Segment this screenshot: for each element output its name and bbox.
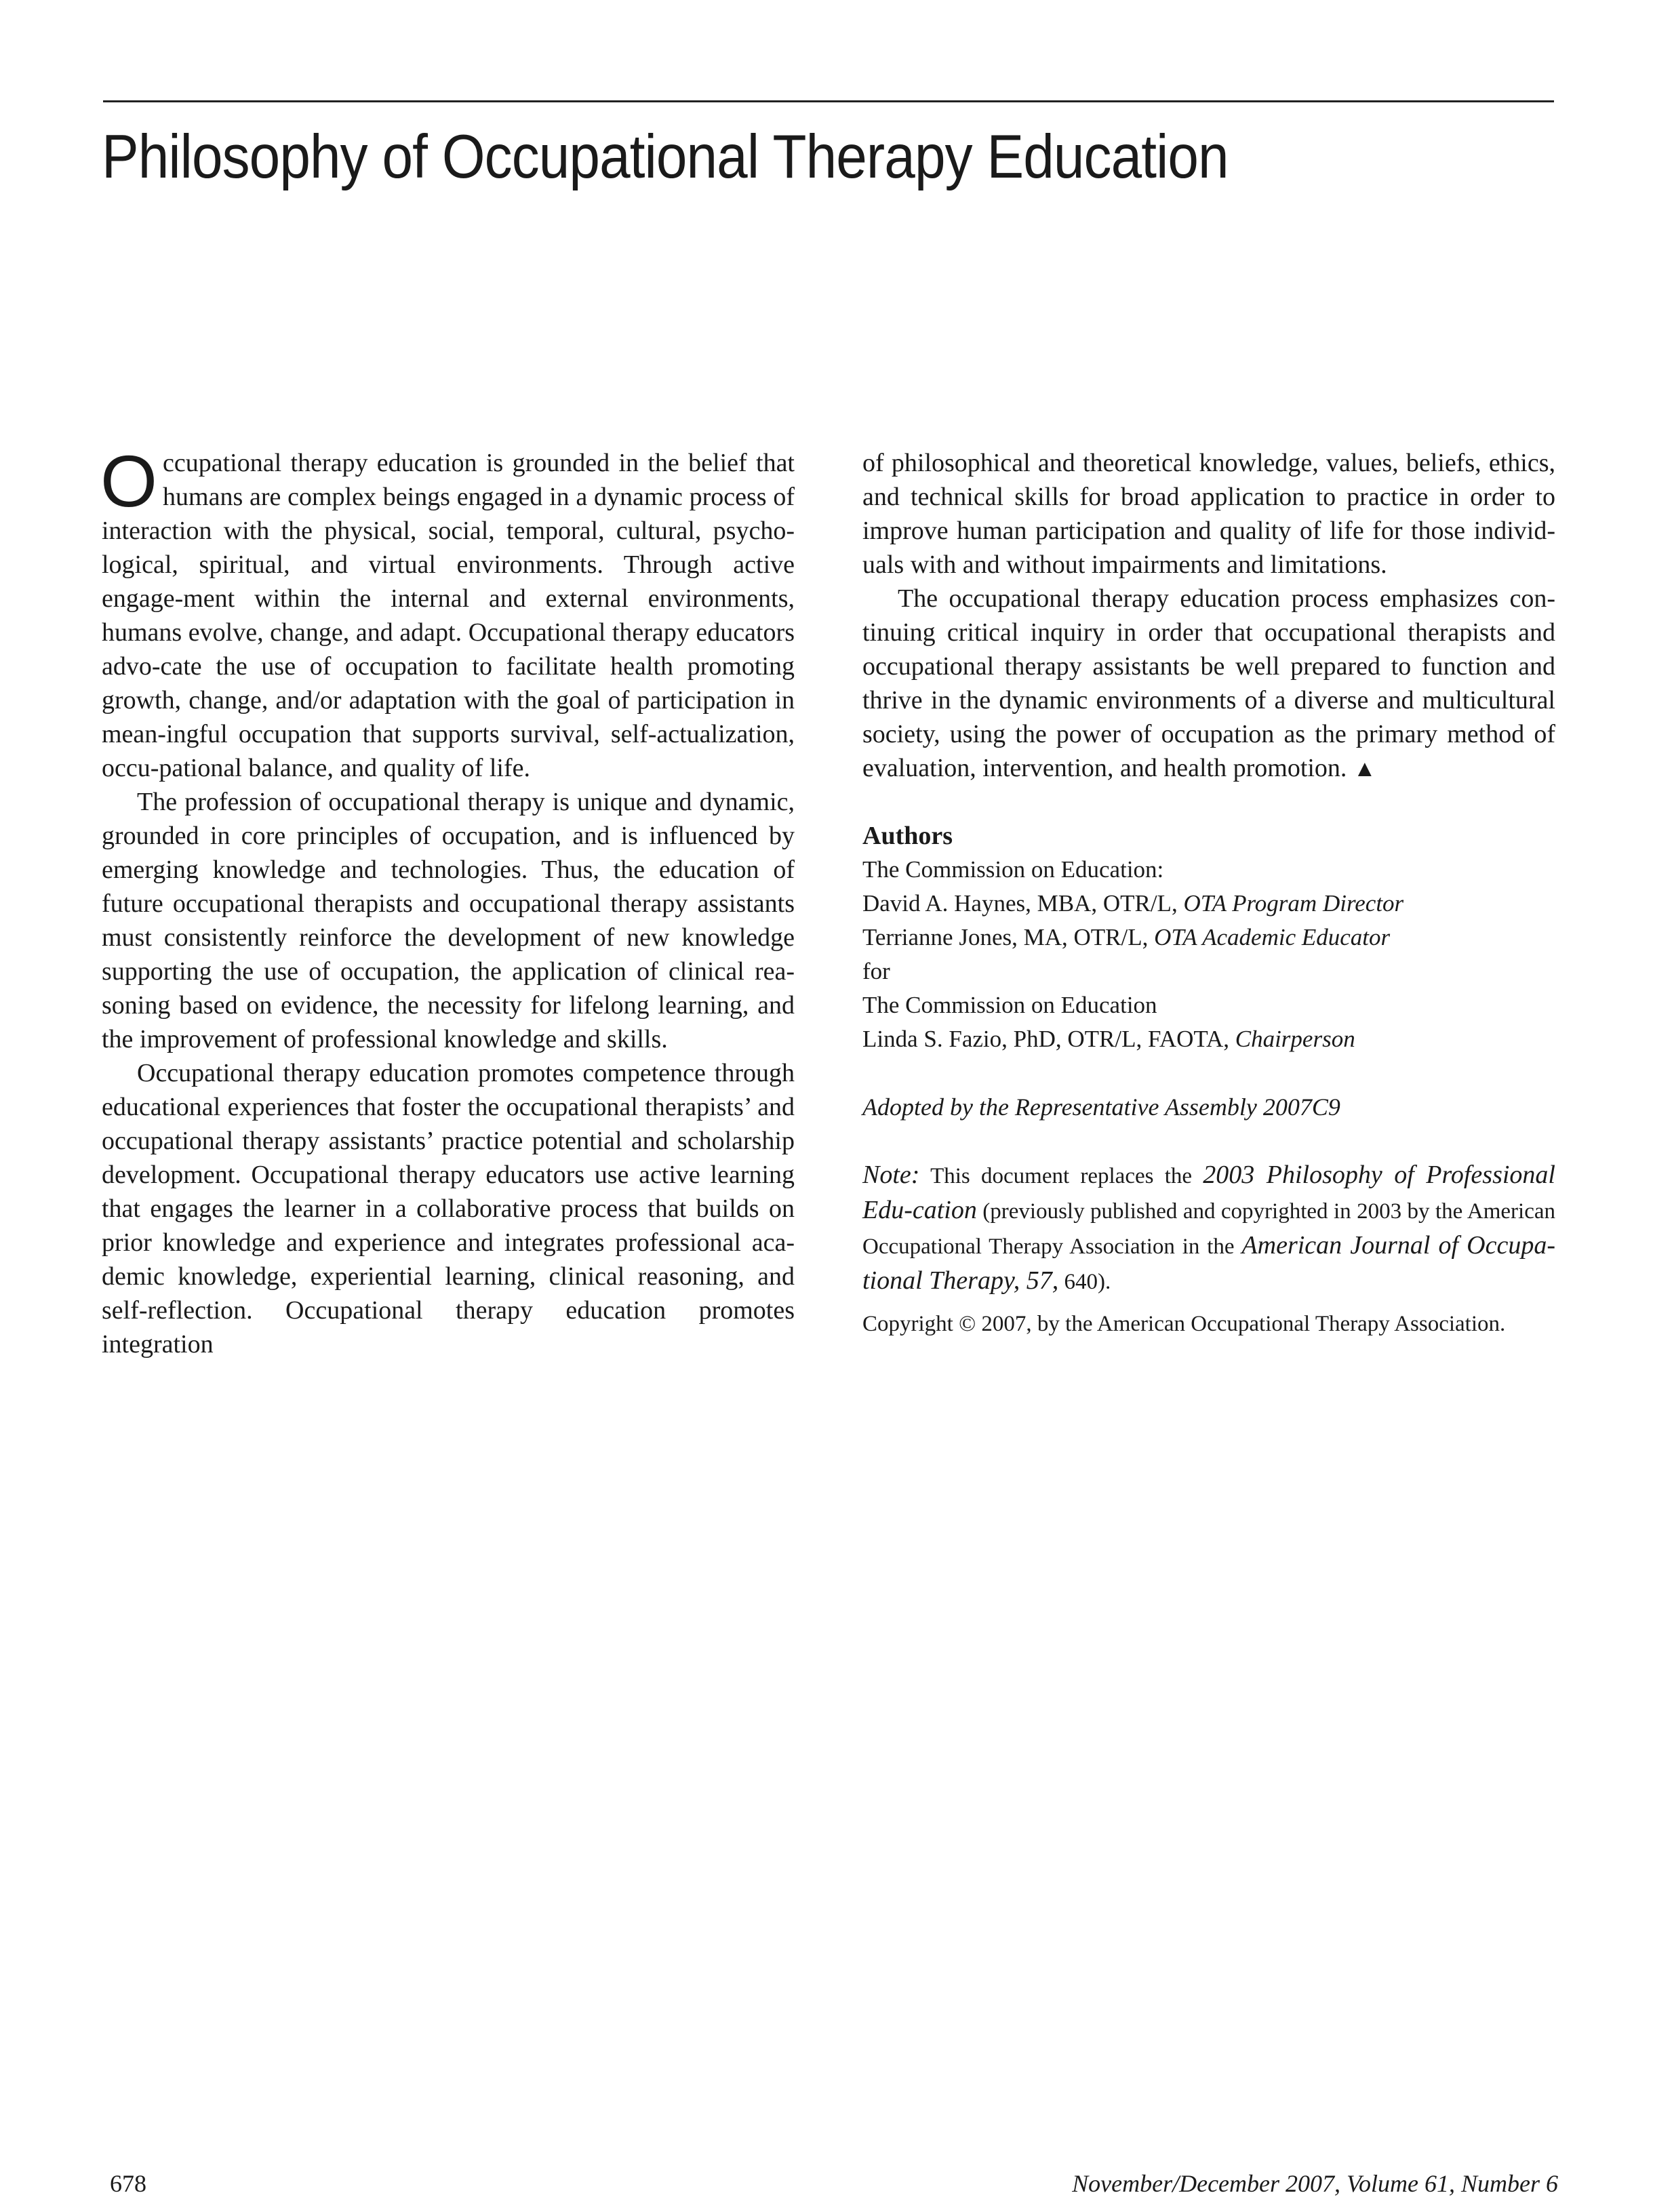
author-name: Linda S. Fazio, PhD, OTR/L, FAOTA, — [862, 1026, 1235, 1052]
note-text: 640). — [1058, 1270, 1111, 1294]
note-paragraph — [862, 1158, 1555, 1299]
author-line-jones — [862, 921, 1555, 954]
triangle-end-icon: ▲ — [1353, 757, 1376, 782]
author-name: Terrianne Jones, MA, OTR/L, — [862, 924, 1155, 950]
adoption-statement: Adopted by the Representative Assembly 2007C9 — [862, 1093, 1340, 1121]
author-line-fazio — [862, 1022, 1555, 1056]
note-journal: American Journal of Occupa-tional Therapy, 57, — [862, 1231, 1555, 1295]
author-line-commission-2: The Commission on Education — [862, 992, 1157, 1018]
authors-heading: Authors — [862, 822, 953, 850]
author-role: Chairperson — [1235, 1026, 1355, 1052]
note-text: This document replaces the — [919, 1164, 1203, 1188]
paragraph-4-text: The occupational therapy education process emphasizes con-tinuing critical inquiry in order that occupational therapists and occupational therapy assistants be well prepared to function and thrive in the dynamic environments of a diverse and multicultural society, using the power of occupation as the primary method of evaluation, intervention, and health promotion. — [862, 584, 1555, 782]
paragraph-4 — [862, 582, 1555, 786]
author-line-for: for — [862, 958, 890, 984]
author-line-commission: The Commission on Education: — [862, 856, 1164, 883]
copyright-notice: Copyright © 2007, by the American Occupational Therapy Association. — [862, 1312, 1506, 1336]
note-label: Note: — [862, 1161, 920, 1189]
left-column — [100, 440, 795, 1361]
right-column — [862, 446, 1555, 1341]
paragraph-1 — [100, 440, 795, 785]
note-text: (previously published and copyrighted in 2003 by the American Occupational Therapy Association in the — [862, 1199, 1555, 1259]
issue-info: November/December 2007, Volume 61, Number 6 — [1072, 2170, 1558, 2197]
page-title: Philosophy of Occupational Therapy Education — [102, 123, 1229, 191]
author-line-haynes — [862, 887, 1555, 921]
paragraph-3: Occupational therapy education promotes competence through educational experiences that foster the occupational therapists’ and occupational therapy assistants’ practice potential and scholarship development. Occupational therapy educators use active learning that engages the learner in a collaborative process that builds on prior knowledge and experience and integrates professional aca-demic knowledge, experiential learning, clinical reasoning, and self-reflection. Occupational therapy education promotes integration — [102, 1059, 795, 1359]
author-name: David A. Haynes, MBA, OTR/L, — [862, 890, 1184, 917]
author-role: OTA Academic Educator — [1154, 924, 1391, 950]
page-number: 678 — [110, 2170, 146, 2197]
paragraph-1-text: ccupational therapy education is grounded in the belief that humans are complex beings engaged in a dynamic process of interaction with the physical, social, temporal, cultural, psycho-logical, spiritual, and virtual environments. Through active engage-ment within the internal and external environments, humans evolve, change, and adapt. Occupational therapy educators advo-cate the use of occupation to facilitate health promoting growth, change, and/or adaptation with the goal of participation in mean-ingful occupation that supports survival, self-actualization, occu-pational balance, and quality of life. — [102, 449, 795, 782]
note-doc-title: 2003 Philosophy of Professional Edu-cation — [862, 1161, 1555, 1224]
author-role: OTA Program Director — [1183, 890, 1404, 917]
drop-cap: O — [100, 440, 158, 522]
paragraph-2: The profession of occupational therapy is unique and dynamic, grounded in core principles of occupation, and is influenced by emerging knowledge and technologies. Thus, the education of future occupational therapists and occupational therapy assistants must consistently reinforce the development of new knowledge supporting the use of occupation, the application of clinical rea-soning based on evidence, the necessity for lifelong learning, and the improvement of professional knowledge and skills. — [102, 788, 795, 1053]
top-rule — [103, 100, 1554, 102]
paragraph-3-continued: of philosophical and theoretical knowledge, values, beliefs, ethics, and technical skills for broad application to practice in order to improve human participation and quality of life for those individ-uals with and without impairments and limitations. — [862, 449, 1555, 579]
